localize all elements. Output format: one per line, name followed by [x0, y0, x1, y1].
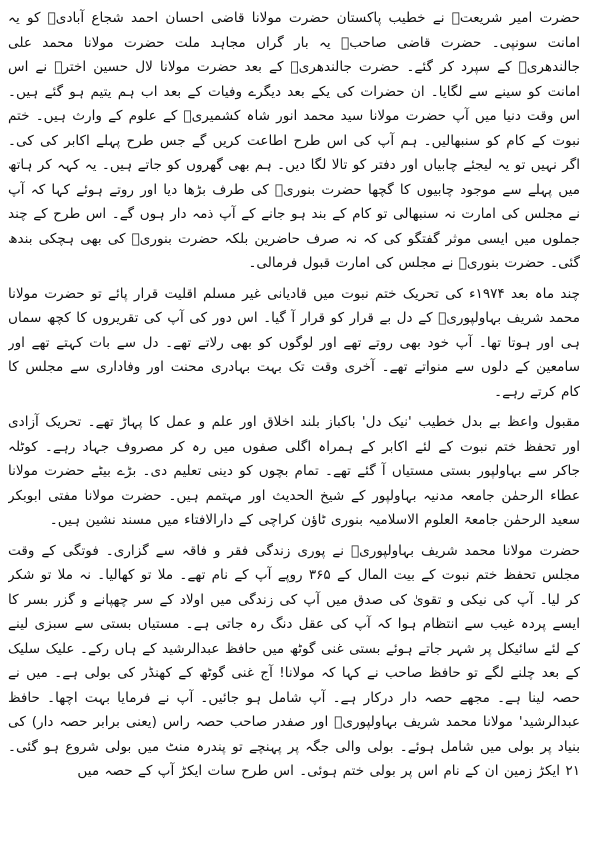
document-page [8, 6, 580, 862]
paragraph-4: حضرت مولانا محمد شریف بہاولپوریؒ نے پوری زندگی فقر و فاقہ سے گزاری۔ فوتگی کے وقت مجلس تحفظ ختم نبوت کے بیت المال کے ۳۶۵ روپے آپ کے نام تھے۔ ملا تو کھالیا۔ نہ ملا تو شکر کر لیا۔ آپ کی نیکی و تقویٰ کی صدق میں آپ کی زندگی میں اولاد کے سر چھپانے و گزر بسر کا ایسے پردہ غیب سے انتظام ہوا کہ آپ کی عقل دنگ رہ جاتی ہے۔ مستیاں بستی سے سبزی لینے کے لئے سائیکل پر شہر جاتے ہوئے بستی غنی گوٹھ میں حافظ عبدالرشید کے ہاں رکے۔ علیک سلیک کے بعد چلنے لگے تو حافظ صاحب نے کہا کہ مولانا! آج غنی گوٹھ کے کھنڈر کی بولی ہے۔ میں نے حصہ لینا ہے۔ مجھے حصہ دار درکار ہے۔ آپ شامل ہو جائیں۔ آپ نے فرمایا بہت اچھا۔ حافظ عبدالرشید' مولانا محمد شریف بہاولپوریؒ اور صفدر صاحب حصہ راس (یعنی برابر حصہ دار) کی بنیاد پر بولی میں شامل ہوئے۔ بولی والی جگہ پر پہنچے تو پندرہ منٹ میں بولی شروع ہو گئی۔ ۲۱ ایکڑ زمین ان کے نام اس پر بولی ختم ہوئی۔ اس طرح سات ایکڑ آپ کے حصہ میں [8, 542, 580, 779]
paragraph-1: حضرت امیر شریعتؒ نے خطیب پاکستان حضرت مولانا قاضی احسان احمد شجاع آبادیؒ کو یہ امانت سونپی۔ حضرت قاضی صاحبؒ یہ بار گراں مجاہد ملت حضرت مولانا محمد علی جالندھریؒ کے سپرد کر گئے۔ حضرت جالندھریؒ کے بعد حضرت مولانا لال حسین اخترؒ نے اس امانت کو سینے سے لگایا۔ ان حضرات کی یکے بعد دیگرے وفیات کے بعد اب ہم یتیم ہو گئے ہیں۔ اس وقت دنیا میں آپ حضرت مولانا سید محمد انور شاہ کشمیریؒ کے علوم کے وارث ہیں۔ ختم نبوت کے کام کو سنبھالیں۔ ہم آپ کی اس طرح اطاعت کریں گے جس طرح پہلے اکابر کی کی۔ اگر نہیں تو یہ لیجئے چابیاں اور دفتر کو تالا لگا دیں۔ ہم بھی گھروں کو جاتے ہیں۔ یہ کہہ کر ہاتھ میں پہلے سے موجود چابیوں کا گچھا حضرت بنوریؒ کی طرف بڑھا دیا اور روتے ہوئے کہا کہ آپ نے مجلس کی امارت نہ سنبھالی تو کام کے بند ہو جانے کے آپ ذمہ دار ہوں گے۔ اس طرح کے چند جملوں میں ایسی موثر گفتگو کی کہ نہ صرف حاضرین بلکہ حضرت بنوریؒ کی بھی ہچکی بندھ گئی۔ حضرت بنوریؒ نے مجلس کی امارت قبول فرمالی۔ [8, 10, 580, 271]
paragraph-3: مقبول واعظ بے بدل خطیب 'نیک دل' باکباز بلند اخلاق اور علم و عمل کا پہاڑ تھے۔ تحریک آزادی اور تحفظ ختم نبوت کے لئے اکابر کے ہمراہ اگلی صفوں میں رہ کر مصروف جہاد رہے۔ کوٹلہ جاکر سے بہاولپور بستی مستیاں آ گئے تھے۔ تمام بچوں کو دینی تعلیم دی۔ بڑے بیٹے حضرت مولانا عطاء الرحمٰن جامعہ مدنیہ بہاولپور کے شیخ الحدیث اور مہتمم ہیں۔ حضرت مولانا مفتی ابوبکر سعید الرحمٰن جامعۃ العلوم الاسلامیہ بنوری ٹاؤن کراچی کے دارالافتاء میں مسند نشین ہیں۔ [8, 414, 580, 528]
paragraph-2: چند ماہ بعد ۱۹۷۴ء کی تحریک ختم نبوت میں قادیانی غیر مسلم اقلیت قرار پائے تو حضرت مولانا محمد شریف بہاولپوریؒ کے دل بے قرار کو قرار آ گیا۔ اس دور کی آپ کی تقریروں کا کچھ سماں ہی اور ہوتا تھا۔ آپ خود بھی روتے تھے اور لوگوں کو بھی رلاتے تھے۔ دل سے بات کہتے تھے اور سامعین کے دلوں سے منواتے تھے۔ آخری وقت تک بہت بہادری محنت اور وفاداری سے مجلس کا کام کرتے رہے۔ [8, 285, 580, 400]
